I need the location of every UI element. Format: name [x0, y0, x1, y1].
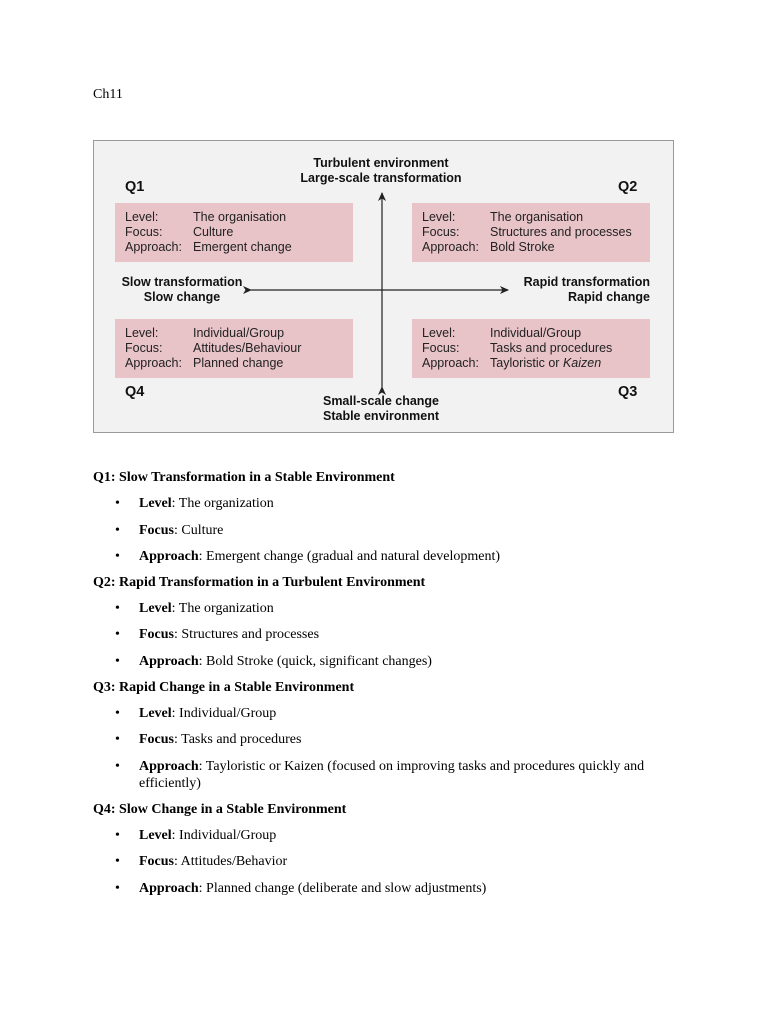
q3-label: Q3 — [618, 384, 638, 400]
list-item — [93, 827, 673, 844]
item-term: Focus — [139, 854, 174, 870]
item-term: Approach — [139, 880, 199, 896]
bullet-icon: • — [115, 706, 120, 722]
q2-approach-key: Approach: — [422, 240, 479, 254]
q3-level-key: Level: — [422, 326, 456, 340]
q4-approach-key: Approach: — [125, 356, 182, 370]
item-text: : Attitudes/Behavior — [174, 854, 288, 870]
top-axis-line1: Turbulent environment — [313, 156, 449, 170]
item-text: : Tayloristic or Kaizen (focused on improving tasks and procedures quickly and efficiently) — [139, 758, 645, 791]
item-text: : The organization — [171, 496, 274, 512]
list-item — [93, 853, 673, 870]
q4-approach: Planned change — [193, 356, 284, 370]
right-axis-label — [510, 275, 650, 305]
item-term: Focus — [139, 627, 174, 643]
item-text: : The organization — [171, 601, 274, 617]
item-term: Focus — [139, 522, 174, 538]
section-heading: Q3: Rapid Change in a Stable Environment — [93, 679, 355, 695]
bullet-icon: • — [115, 758, 120, 774]
item-term: Focus — [139, 732, 174, 748]
q1-label: Q1 — [125, 179, 145, 195]
quadrant-descriptions — [93, 469, 673, 906]
item-text: : Planned change (deliberate and slow adjustments) — [198, 880, 487, 896]
bullet-icon: • — [115, 827, 120, 843]
q4-box — [115, 319, 353, 378]
item-term: Approach — [139, 548, 199, 564]
list-item — [93, 653, 673, 670]
q4-level-key: Level: — [125, 326, 159, 340]
section-q3 — [93, 679, 673, 792]
bottom-axis-label — [281, 394, 481, 424]
list-item — [93, 758, 673, 792]
item-text: : Tasks and procedures — [174, 732, 302, 748]
q3-approach — [490, 356, 601, 371]
right-axis-line2: Rapid change — [568, 290, 650, 304]
left-axis-line2: Slow change — [143, 290, 221, 304]
list-item — [93, 880, 673, 897]
q3-approach-key: Approach: — [422, 356, 479, 370]
item-text: : Bold Stroke (quick, significant changes) — [198, 653, 432, 669]
q4-label: Q4 — [125, 384, 145, 400]
top-axis-label — [281, 156, 481, 186]
list-item — [93, 548, 673, 565]
bottom-axis-line1: Small-scale change — [322, 394, 440, 408]
list-item — [93, 705, 673, 722]
list-item — [93, 731, 673, 748]
top-axis-line2: Large-scale transformation — [300, 171, 462, 185]
q2-approach: Bold Stroke — [490, 240, 555, 254]
item-text: : Structures and processes — [174, 627, 320, 643]
section-q2 — [93, 574, 673, 670]
q1-approach-key: Approach: — [125, 240, 182, 254]
q1-approach: Emergent change — [193, 240, 292, 254]
change-quadrant-figure — [93, 140, 674, 433]
list-item — [93, 522, 673, 539]
right-axis-line1: Rapid transformation — [523, 275, 650, 289]
item-term: Level — [139, 706, 172, 722]
q3-level: Individual/Group — [490, 326, 582, 340]
q2-label: Q2 — [618, 179, 638, 195]
q3-approach-italic: Kaizen — [562, 356, 602, 370]
section-heading: Q4: Slow Change in a Stable Environment — [93, 801, 347, 817]
q4-level: Individual/Group — [193, 326, 285, 340]
bullet-icon: • — [115, 601, 120, 617]
item-term: Level — [139, 827, 172, 843]
item-text: : Emergent change (gradual and natural development) — [198, 548, 501, 564]
q1-level: The organisation — [193, 210, 287, 224]
item-term: Approach — [139, 758, 199, 774]
item-text: : Individual/Group — [171, 827, 277, 843]
q3-box — [412, 319, 650, 378]
q3-approach-prefix: Tayloristic or — [490, 356, 563, 370]
list-item — [93, 495, 673, 512]
q2-focus: Structures and processes — [490, 225, 632, 239]
item-term: Level — [139, 601, 172, 617]
bullet-icon: • — [115, 627, 120, 643]
bottom-axis-line2: Stable environment — [323, 409, 439, 423]
item-term: Level — [139, 496, 172, 512]
q1-focus-key: Focus: — [125, 225, 163, 239]
section-heading: Q2: Rapid Transformation in a Turbulent Environment — [93, 574, 426, 590]
q2-level: The organisation — [490, 210, 584, 224]
q2-focus-key: Focus: — [422, 225, 460, 239]
item-text: : Individual/Group — [171, 706, 277, 722]
item-text: : Culture — [174, 522, 224, 538]
bullet-icon: • — [115, 880, 120, 896]
section-q4 — [93, 801, 673, 897]
section-q1 — [93, 469, 673, 565]
list-item — [93, 600, 673, 617]
bullet-icon: • — [115, 732, 120, 748]
q3-focus: Tasks and procedures — [490, 341, 613, 355]
q4-focus-key: Focus: — [125, 341, 163, 355]
q3-focus-key: Focus: — [422, 341, 460, 355]
list-item — [93, 626, 673, 643]
bullet-icon: • — [115, 653, 120, 669]
item-term: Approach — [139, 653, 199, 669]
q1-focus: Culture — [193, 225, 234, 239]
q2-level-key: Level: — [422, 210, 456, 224]
q2-box — [412, 203, 650, 262]
section-heading: Q1: Slow Transformation in a Stable Environment — [93, 470, 395, 485]
q1-level-key: Level: — [125, 210, 159, 224]
chapter-label: Ch11 — [93, 87, 123, 102]
bullet-icon: • — [115, 548, 120, 564]
left-axis-line1: Slow transformation — [121, 275, 243, 289]
left-axis-label — [112, 275, 252, 305]
q4-focus: Attitudes/Behaviour — [193, 341, 302, 355]
bullet-icon: • — [115, 522, 120, 538]
bullet-icon: • — [115, 854, 120, 870]
q1-box — [115, 203, 353, 262]
bullet-icon: • — [115, 496, 120, 512]
